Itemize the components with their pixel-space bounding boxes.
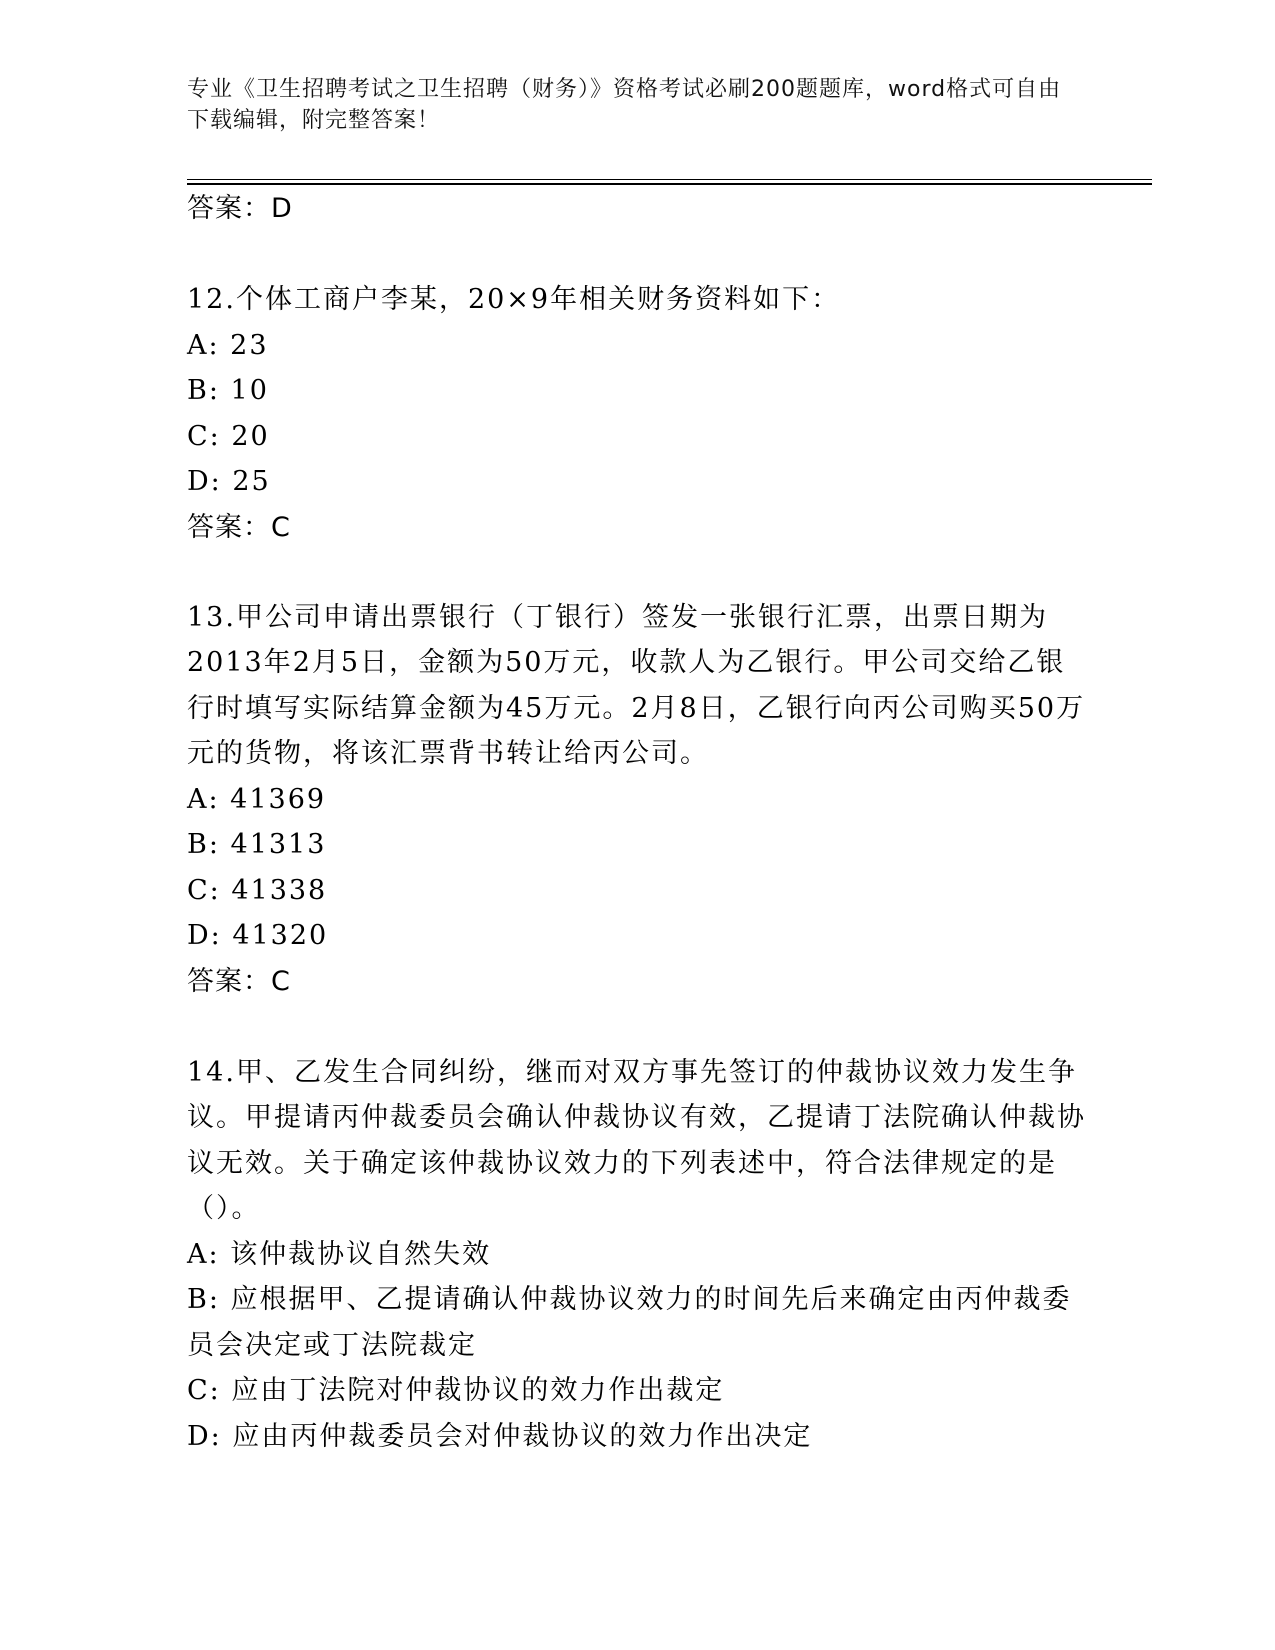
spacer: [187, 1005, 1087, 1050]
previous-answer: 答案：D: [187, 193, 293, 224]
option-c: C: 20: [187, 420, 270, 452]
option-a: A: 该仲裁协议自然失效: [187, 1238, 492, 1270]
option-d: D: 41320: [187, 920, 329, 951]
document-body: [187, 186, 1087, 1459]
page-header: 专业《卫生招聘考试之卫生招聘（财务）》资格考试必刷200题题库，word格式可自由下载编辑，附完整答案！: [187, 77, 1062, 133]
answer-line: 答案：C: [187, 511, 291, 543]
header-divider-thick: [187, 183, 1152, 185]
option-c: C: 应由丁法院对仲裁协议的效力作出裁定: [187, 1375, 725, 1406]
question-13: [187, 595, 1087, 1005]
question-text: 12.个体工商户李某，20×9年相关财务资料如下：: [187, 284, 841, 315]
spacer: [187, 232, 1087, 277]
question-14: [187, 1050, 1087, 1460]
question-text: 14.甲、乙发生合同纠纷，继而对双方事先签订的仲裁协议效力发生争议。甲提请丙仲裁委员会确认仲裁协议有效，乙提请丁法院确认仲裁协议无效。关于确定该仲裁协议效力的下列表述中，符合法律规定的是（）。: [187, 1056, 1086, 1224]
spacer: [187, 551, 1087, 595]
option-b: B: 应根据甲、乙提请确认仲裁协议效力的时间先后来确定由丙仲裁委员会决定或丁法院裁定: [187, 1284, 1072, 1361]
option-b: B: 41313: [187, 829, 327, 860]
answer-line: 答案：C: [187, 965, 291, 997]
header-divider-thin: [187, 179, 1152, 180]
option-a: A: 41369: [187, 783, 327, 815]
option-a: A: 23: [187, 329, 269, 361]
option-b: B: 10: [187, 375, 269, 406]
option-d: D: 应由丙仲裁委员会对仲裁协议的效力作出决定: [187, 1420, 813, 1452]
option-c: C: 41338: [187, 874, 328, 906]
question-12: [187, 277, 1087, 551]
question-text: 13.甲公司申请出票银行（丁银行）签发一张银行汇票，出票日期为2013年2月5日，金额为50万元，收款人为乙银行。甲公司交给乙银行时填写实际结算金额为45万元。2月8日，乙银行向丙公司购买50万元的货物，将该汇票背书转让给丙公司。: [187, 601, 1086, 769]
option-d: D: 25: [187, 466, 271, 497]
